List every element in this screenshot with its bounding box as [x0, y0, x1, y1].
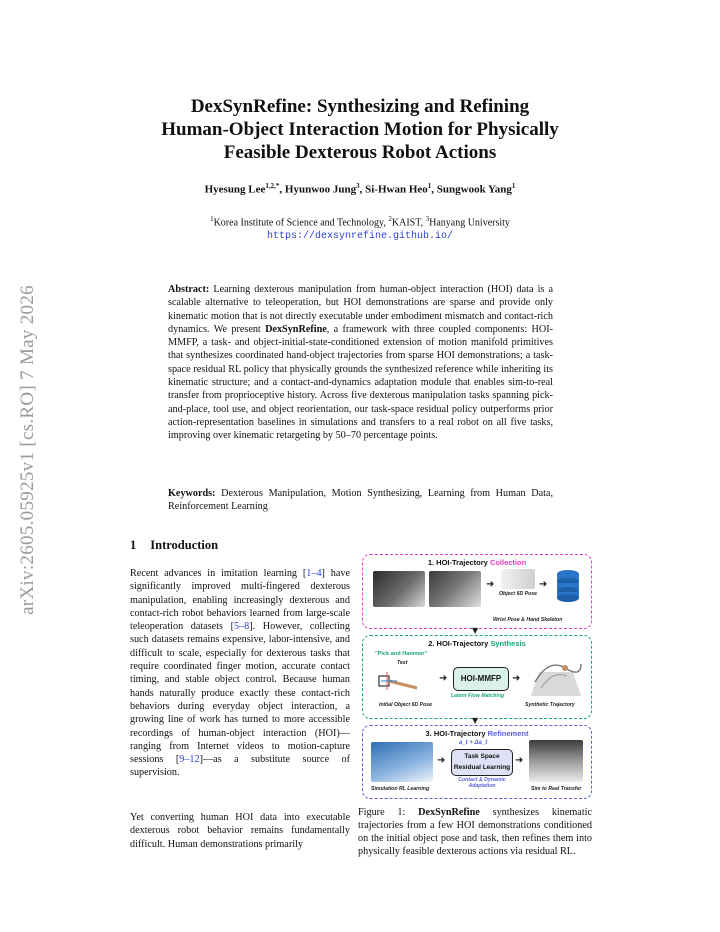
task-prompt: "Pick and Hammer" — [375, 651, 428, 657]
object-pose-label: Object 6D Pose — [499, 591, 538, 597]
citation-link[interactable]: 5–8 — [233, 621, 250, 633]
affil-2-sup: 2 — [388, 215, 392, 223]
residual-learning-box — [451, 749, 513, 776]
affil-1: Korea Institute of Science and Technology, — [213, 217, 389, 229]
panel-1-title-keyword: Collection — [489, 558, 527, 567]
panel-2-title-keyword: Synthesis — [490, 639, 526, 648]
author-1: Hyesung Lee — [204, 183, 266, 196]
author-1-sup: 1,2,* — [265, 182, 280, 190]
panel-2-title-prefix: 2. HOI-Trajectory — [428, 639, 491, 648]
panel-3-title-keyword: Refinement — [487, 729, 529, 738]
section-heading — [130, 538, 218, 553]
arrow-down-icon: ▼ — [472, 626, 479, 635]
database-icon — [555, 568, 581, 604]
residual-box-line-1: Task Space — [464, 753, 500, 760]
hoi-mmfp-box — [453, 667, 509, 691]
intro-paragraph-2: Yet converting human HOI data into executable dexterous robot behavior remains fundamentally difficult. Human demonstrations primarily — [130, 812, 350, 850]
panel-3-title — [363, 729, 591, 738]
synthetic-trajectory-label: Synthetic Trajectory — [525, 702, 575, 708]
caption-method-name: DexSynRefine — [418, 807, 480, 818]
wrist-pose-label: Wrist Pose & Hand Skeleton — [493, 617, 563, 623]
caption-label: Figure 1: — [358, 807, 406, 818]
adaptation-label — [457, 777, 507, 789]
panel-3-title-prefix: 3. HOI-Trajectory — [425, 729, 488, 738]
keywords-label: Keywords: — [168, 488, 216, 499]
title-line-1: DexSynRefine: Synthesizing and Refining — [190, 96, 530, 117]
intro-text-3: ]. However, collecting such datasets remains expensive, labor-intensive, and difficult to scale, especially for dexterous tasks that require coordinated finger motion, accurate contact timing, and stable object control. Because human hands naturally produce exactly these contact-rich behaviors during everyday object interaction, a growing line of work has turned to more accessible recordings of human-object interaction (HOI)—ranging from Internet videos to motion-capture sessions [ — [130, 621, 350, 766]
real-robot-image — [529, 740, 583, 782]
author-4: Sungwook Yang — [436, 183, 512, 196]
figure-1 — [362, 554, 594, 798]
arrow-right-icon: ➜ — [486, 579, 495, 590]
residual-formula: a_t + Δa_t — [459, 740, 488, 746]
intro-text-2: ] have significantly improved multi-fingered dexterous manipulation, enabling increasingly dexterous and contact-rich robot behaviors learned from large-scale teleoperation datasets [ — [130, 568, 351, 633]
author-2-sup: 3 — [356, 182, 360, 190]
adaptation-line-1: Contact & Dynamic — [458, 777, 506, 783]
section-number: 1 — [130, 538, 137, 552]
title-line-2: Human-Object Interaction Motion for Physically — [161, 119, 559, 140]
arrow-right-icon: ➜ — [539, 579, 548, 590]
panel-1-title-prefix: 1. HOI-Trajectory — [427, 558, 490, 567]
arxiv-stamp — [8, 250, 48, 650]
affil-2: KAIST, — [391, 217, 426, 229]
adaptation-line-2: Adaptation — [468, 783, 496, 789]
sim-to-real-label: Sim to Real Transfer — [531, 786, 582, 792]
hoi-mmfp-label: HOI-MMFP — [460, 674, 502, 683]
author-3: Si-Hwan Heo — [365, 183, 428, 196]
abstract-method-name: DexSynRefine — [265, 323, 327, 335]
citation-link[interactable]: 1–4 — [306, 568, 322, 579]
simulation-label: Simulation RL Learning — [371, 786, 430, 792]
caption-text: synthesizes kinematic trajectories from a few HOI demonstrations conditioned on the initial object pose and task, then refines them into physically feasible dexterous actions via residual RL. — [358, 807, 592, 857]
hoi-photo-2 — [429, 571, 481, 607]
affiliations — [130, 213, 590, 243]
arrow-right-icon: ➜ — [439, 673, 448, 684]
author-2: Hyunwoo Jung — [284, 183, 357, 196]
arxiv-id: arXiv:2605.05925v1 [cs.RO] 7 May 2026 — [17, 285, 38, 615]
text-label: Text — [397, 660, 408, 666]
affil-3-sup: 3 — [425, 215, 430, 223]
affil-1-sup: 1 — [210, 215, 214, 223]
project-url-link[interactable]: https://dexsynrefine.github.io/ — [266, 231, 454, 243]
latent-flow-label: Latent Flow Matching — [451, 693, 505, 699]
intro-paragraph-1 — [130, 567, 350, 780]
intro-text-4: ]—as a substitute source of supervision. — [130, 754, 350, 779]
arrow-down-icon: ▼ — [472, 716, 479, 725]
residual-box-line-2: Residual Learning — [453, 764, 511, 771]
author-4-sup: 1 — [511, 182, 516, 190]
pose-render-image — [501, 569, 535, 589]
title-line-3: Feasible Dexterous Robot Actions — [223, 142, 497, 163]
panel-refinement — [362, 725, 592, 799]
arrow-right-icon: ➜ — [512, 673, 521, 684]
hoi-photo-1 — [373, 571, 425, 607]
hammer-pose-icon — [377, 668, 433, 696]
simulation-image — [371, 742, 433, 782]
arrow-right-icon: ➜ — [515, 755, 524, 766]
panel-synthesis — [362, 635, 592, 719]
author-3-sup: 1 — [427, 182, 432, 190]
abstract-label: Abstract: — [168, 284, 210, 295]
intro-text-1: Recent advances in imitation learning [ — [130, 568, 307, 579]
abstract-text-a: Learning dexterous manipulation from human-object interaction (HOI) data is a scalable alternative to teleoperation, but HOI demonstrations are sparse and provide only kinematic motion that is not directly executable under embodiment mismatch and contact-rich dynamics. We present — [168, 284, 553, 335]
figure-caption — [358, 806, 592, 858]
abstract — [168, 283, 553, 443]
abstract-text-b: , a framework with three coupled components: HOI-MMFP, a task- and object-initial-state-conditioned extension of motion manifold primitives that synthesizes coordinated hand-object trajectories from sparse HOI demonstrations; a task-space residual RL policy that physically grounds the synthesized reference while inheriting its kinematic structure; and a contact-and-dynamics adaptation module that enables sim-to-real transfer from proprioceptive history. Across five dexterous manipulation tasks spanning pick-and-place, tool use, and object reorientation, our task-space residual policy outperforms prior action-representation baselines in simulations and transfers to a real robot on all five tasks, improving over kinematic retargeting by 50–70 percentage points. — [168, 323, 553, 442]
paper-title — [130, 95, 590, 164]
author-list: Hyesung Lee$^{1,2,*}$, Hyunwoo Jung$^3$, Si-Hwan Heo$^1$, Sungwook Yang$^1$ — [204, 182, 516, 196]
panel-1-title — [363, 558, 591, 567]
initial-pose-label: Initial Object 6D Pose — [379, 702, 433, 708]
panel-2-title — [363, 639, 591, 648]
section-title: Introduction — [150, 538, 219, 552]
panel-collection — [362, 554, 592, 629]
synthetic-trajectory-image — [527, 652, 585, 698]
keywords — [168, 487, 553, 514]
arrow-right-icon: ➜ — [437, 755, 446, 766]
citation-link[interactable]: 9–12 — [179, 754, 200, 766]
affil-3: Hanyang University — [429, 217, 510, 229]
keywords-text: Dexterous Manipulation, Motion Synthesizing, Learning from Human Data, Reinforcement Learning — [168, 488, 553, 513]
